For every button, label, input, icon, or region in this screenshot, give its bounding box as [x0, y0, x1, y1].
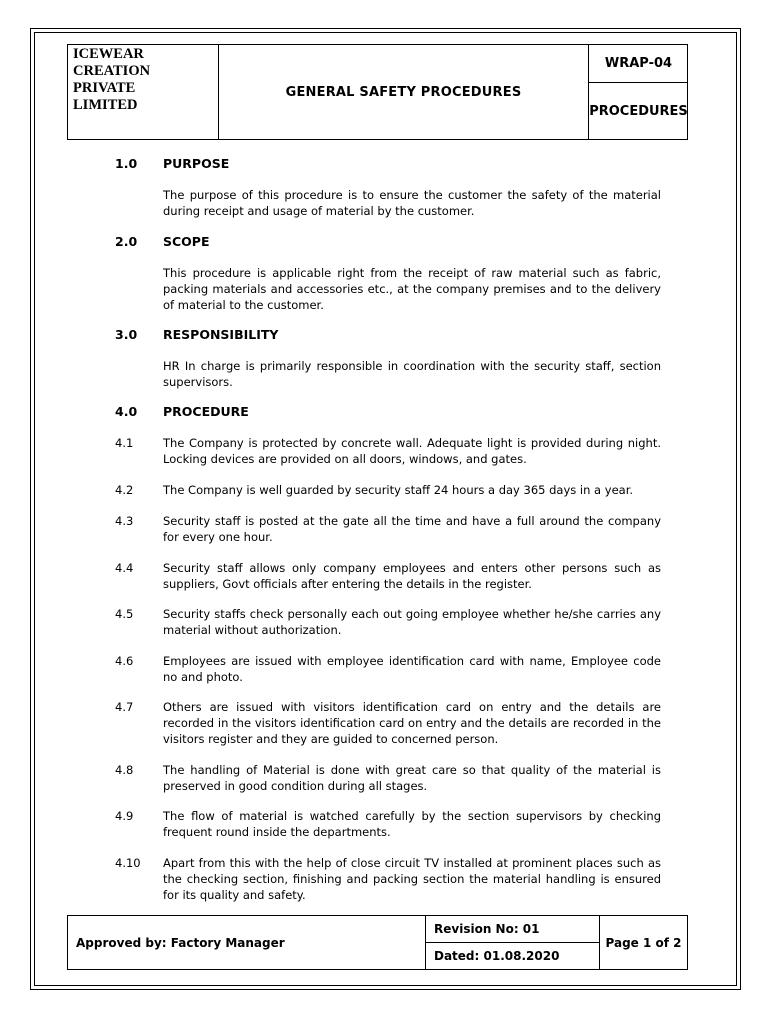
procedure-item-text: Employees are issued with employee identification card with name, Employee code no and photo. — [163, 654, 661, 684]
responsibility-text: HR In charge is primarily responsible in coordination with the security staff, section supervisors. — [163, 359, 661, 389]
procedure-item-number: 4.5 — [115, 607, 134, 621]
procedure-item-text: The handling of Material is done with great care so that quality of the material is preserved in good condition during all stages. — [163, 763, 661, 793]
document-type: PROCEDURES — [589, 103, 688, 119]
procedure-item-number: 4.6 — [115, 654, 134, 668]
purpose-text: The purpose of this procedure is to ensure the customer the safety of the material during receipt and usage of material by the customer. — [163, 188, 661, 218]
procedure-item-text: Security staffs check personally each out going employee whether he/she carries any material without authorization. — [163, 607, 661, 637]
company-line: LIMITED — [73, 97, 138, 113]
procedure-item-number: 4.1 — [115, 436, 134, 450]
document-title: GENERAL SAFETY PROCEDURES — [219, 45, 589, 139]
procedure-item-text: Others are issued with visitors identification card on entry and the details are recorded in the visitors identification card on entry and the details are recorded in the visitors register and they are guided to concerned person. — [163, 700, 661, 746]
procedure-item-text: Apart from this with the help of close circuit TV installed at prominent places such as the checking section, finishing and packing section the material handling is ensured for its quality and safety. — [163, 856, 661, 902]
procedure-item-number: 4.7 — [115, 700, 134, 714]
company-line: PRIVATE — [73, 80, 136, 96]
section-title-responsibility: RESPONSIBILITY — [163, 327, 279, 342]
procedure-item-text: Security staff is posted at the gate all the time and have a full around the company for every one hour. — [163, 514, 661, 544]
company-line: ICEWEAR — [73, 46, 144, 62]
scope-text: This procedure is applicable right from the receipt of raw material such as fabric, packing materials and accessories etc., at the company premises and to the delivery of material to the customer. — [163, 266, 661, 312]
approved-by: Approved by: Factory Manager — [68, 916, 426, 969]
section-number: 3.0 — [115, 327, 138, 342]
section-title-purpose: PURPOSE — [163, 156, 230, 171]
procedure-item-number: 4.2 — [115, 483, 134, 497]
section-number: 4.0 — [115, 404, 138, 419]
procedure-item-number: 4.10 — [115, 856, 141, 870]
section-number: 2.0 — [115, 234, 138, 249]
footer-table — [67, 915, 688, 970]
document-code: WRAP-04 — [589, 45, 688, 83]
page-border-inner — [34, 32, 737, 986]
procedure-item-text: The Company is well guarded by security staff 24 hours a day 365 days in a year. — [163, 483, 634, 497]
section-number: 1.0 — [115, 156, 138, 171]
section-title-scope: SCOPE — [163, 234, 210, 249]
header-table — [67, 44, 688, 140]
revision-date: Dated: 01.08.2020 — [426, 943, 600, 969]
procedure-item-number: 4.9 — [115, 809, 134, 823]
revision-number: Revision No: 01 — [426, 916, 600, 943]
procedure-item-text: The flow of material is watched carefully by the section supervisors by checking frequent round inside the departments. — [163, 809, 661, 839]
procedure-item-number: 4.8 — [115, 763, 134, 777]
procedure-item-number: 4.4 — [115, 561, 134, 575]
page-number: Page 1 of 2 — [605, 935, 682, 950]
company-name — [68, 45, 219, 139]
procedure-item-text: Security staff allows only company employees and enters other persons such as suppliers, Govt officials after entering the details in the register. — [163, 561, 661, 591]
procedure-item-number: 4.3 — [115, 514, 134, 528]
section-title-procedure: PROCEDURE — [163, 404, 249, 419]
procedure-item-text: The Company is protected by concrete wall. Adequate light is provided during night. Locking devices are provided on all doors, windows, and gates. — [163, 436, 661, 466]
company-line: CREATION — [73, 63, 151, 79]
